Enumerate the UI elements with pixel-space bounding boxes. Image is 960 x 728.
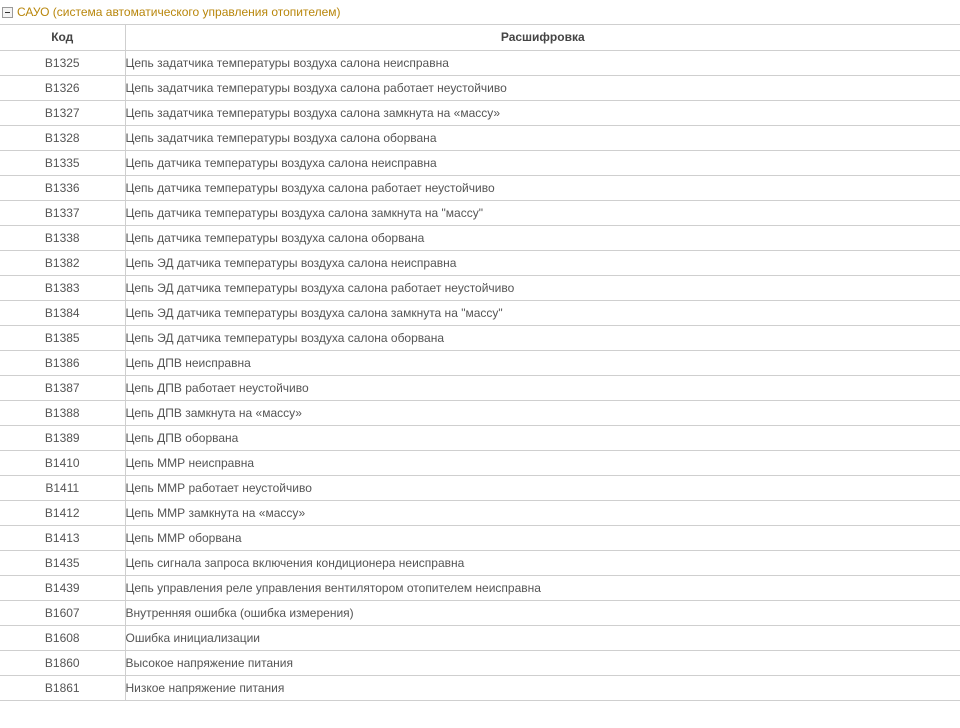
table-row bbox=[0, 351, 960, 376]
table-row bbox=[0, 426, 960, 451]
table-row bbox=[0, 476, 960, 501]
error-description-cell: Цепь ММР неисправна bbox=[125, 451, 960, 476]
table-row bbox=[0, 276, 960, 301]
error-code-cell: B1383 bbox=[0, 276, 125, 301]
table-row bbox=[0, 551, 960, 576]
error-description-cell: Цепь ЭД датчика температуры воздуха салона работает неустойчиво bbox=[125, 276, 960, 301]
error-code-cell: B1336 bbox=[0, 176, 125, 201]
column-header-description: Расшифровка bbox=[125, 25, 960, 51]
table-row bbox=[0, 301, 960, 326]
error-description-cell: Цепь ЭД датчика температуры воздуха салона неисправна bbox=[125, 251, 960, 276]
section-header[interactable] bbox=[0, 0, 960, 24]
error-code-cell: B1326 bbox=[0, 76, 125, 101]
error-description-cell: Цепь управления реле управления вентилятором отопителем неисправна bbox=[125, 576, 960, 601]
error-code-cell: B1388 bbox=[0, 401, 125, 426]
error-code-cell: B1384 bbox=[0, 301, 125, 326]
table-row bbox=[0, 601, 960, 626]
table-row bbox=[0, 376, 960, 401]
table-row bbox=[0, 101, 960, 126]
table-row bbox=[0, 651, 960, 676]
error-code-cell: B1439 bbox=[0, 576, 125, 601]
error-description-cell: Цепь датчика температуры воздуха салона неисправна bbox=[125, 151, 960, 176]
error-code-cell: B1325 bbox=[0, 51, 125, 76]
table-row bbox=[0, 51, 960, 76]
error-code-cell: B1337 bbox=[0, 201, 125, 226]
error-code-cell: B1382 bbox=[0, 251, 125, 276]
error-description-cell: Низкое напряжение питания bbox=[125, 676, 960, 701]
error-code-cell: B1413 bbox=[0, 526, 125, 551]
error-description-cell: Цепь датчика температуры воздуха салона замкнута на "массу" bbox=[125, 201, 960, 226]
table-row bbox=[0, 126, 960, 151]
table-row bbox=[0, 326, 960, 351]
table-row bbox=[0, 401, 960, 426]
error-description-cell: Внутренняя ошибка (ошибка измерения) bbox=[125, 601, 960, 626]
error-description-cell: Цепь ДПВ оборвана bbox=[125, 426, 960, 451]
error-description-cell: Цепь задатчика температуры воздуха салона замкнута на «массу» bbox=[125, 101, 960, 126]
error-code-cell: B1327 bbox=[0, 101, 125, 126]
error-code-cell: B1410 bbox=[0, 451, 125, 476]
table-row bbox=[0, 151, 960, 176]
error-description-cell: Цепь ММР работает неустойчиво bbox=[125, 476, 960, 501]
error-code-cell: B1335 bbox=[0, 151, 125, 176]
error-code-cell: B1435 bbox=[0, 551, 125, 576]
error-code-cell: B1389 bbox=[0, 426, 125, 451]
error-codes-table bbox=[0, 24, 960, 701]
table-row bbox=[0, 626, 960, 651]
table-row bbox=[0, 676, 960, 701]
column-header-code: Код bbox=[0, 25, 125, 51]
table-row bbox=[0, 76, 960, 101]
error-code-cell: B1386 bbox=[0, 351, 125, 376]
error-description-cell: Цепь ДПВ работает неустойчиво bbox=[125, 376, 960, 401]
table-row bbox=[0, 451, 960, 476]
section-title[interactable]: САУО (система автоматического управления отопителем) bbox=[17, 5, 341, 19]
error-code-cell: B1861 bbox=[0, 676, 125, 701]
error-description-cell: Ошибка инициализации bbox=[125, 626, 960, 651]
error-description-cell: Цепь задатчика температуры воздуха салона работает неустойчиво bbox=[125, 76, 960, 101]
error-description-cell: Цепь ЭД датчика температуры воздуха салона замкнута на "массу" bbox=[125, 301, 960, 326]
table-row bbox=[0, 526, 960, 551]
error-description-cell: Цепь задатчика температуры воздуха салона неисправна bbox=[125, 51, 960, 76]
error-description-cell: Высокое напряжение питания bbox=[125, 651, 960, 676]
table-row bbox=[0, 176, 960, 201]
error-description-cell: Цепь ДПВ замкнута на «массу» bbox=[125, 401, 960, 426]
error-code-cell: B1338 bbox=[0, 226, 125, 251]
error-description-cell: Цепь сигнала запроса включения кондиционера неисправна bbox=[125, 551, 960, 576]
error-description-cell: Цепь ЭД датчика температуры воздуха салона оборвана bbox=[125, 326, 960, 351]
error-code-cell: B1860 bbox=[0, 651, 125, 676]
error-description-cell: Цепь задатчика температуры воздуха салона оборвана bbox=[125, 126, 960, 151]
table-row bbox=[0, 201, 960, 226]
error-description-cell: Цепь датчика температуры воздуха салона оборвана bbox=[125, 226, 960, 251]
table-row bbox=[0, 576, 960, 601]
error-code-cell: B1411 bbox=[0, 476, 125, 501]
error-description-cell: Цепь ММР замкнута на «массу» bbox=[125, 501, 960, 526]
table-header-row bbox=[0, 25, 960, 51]
error-code-cell: B1385 bbox=[0, 326, 125, 351]
error-code-cell: B1387 bbox=[0, 376, 125, 401]
table-row bbox=[0, 501, 960, 526]
table-row bbox=[0, 226, 960, 251]
error-code-cell: B1607 bbox=[0, 601, 125, 626]
table-row bbox=[0, 251, 960, 276]
error-description-cell: Цепь ММР оборвана bbox=[125, 526, 960, 551]
error-code-cell: B1328 bbox=[0, 126, 125, 151]
error-description-cell: Цепь датчика температуры воздуха салона работает неустойчиво bbox=[125, 176, 960, 201]
error-code-cell: B1412 bbox=[0, 501, 125, 526]
error-description-cell: Цепь ДПВ неисправна bbox=[125, 351, 960, 376]
collapse-icon[interactable] bbox=[2, 7, 13, 18]
error-code-cell: B1608 bbox=[0, 626, 125, 651]
table-body bbox=[0, 51, 960, 701]
